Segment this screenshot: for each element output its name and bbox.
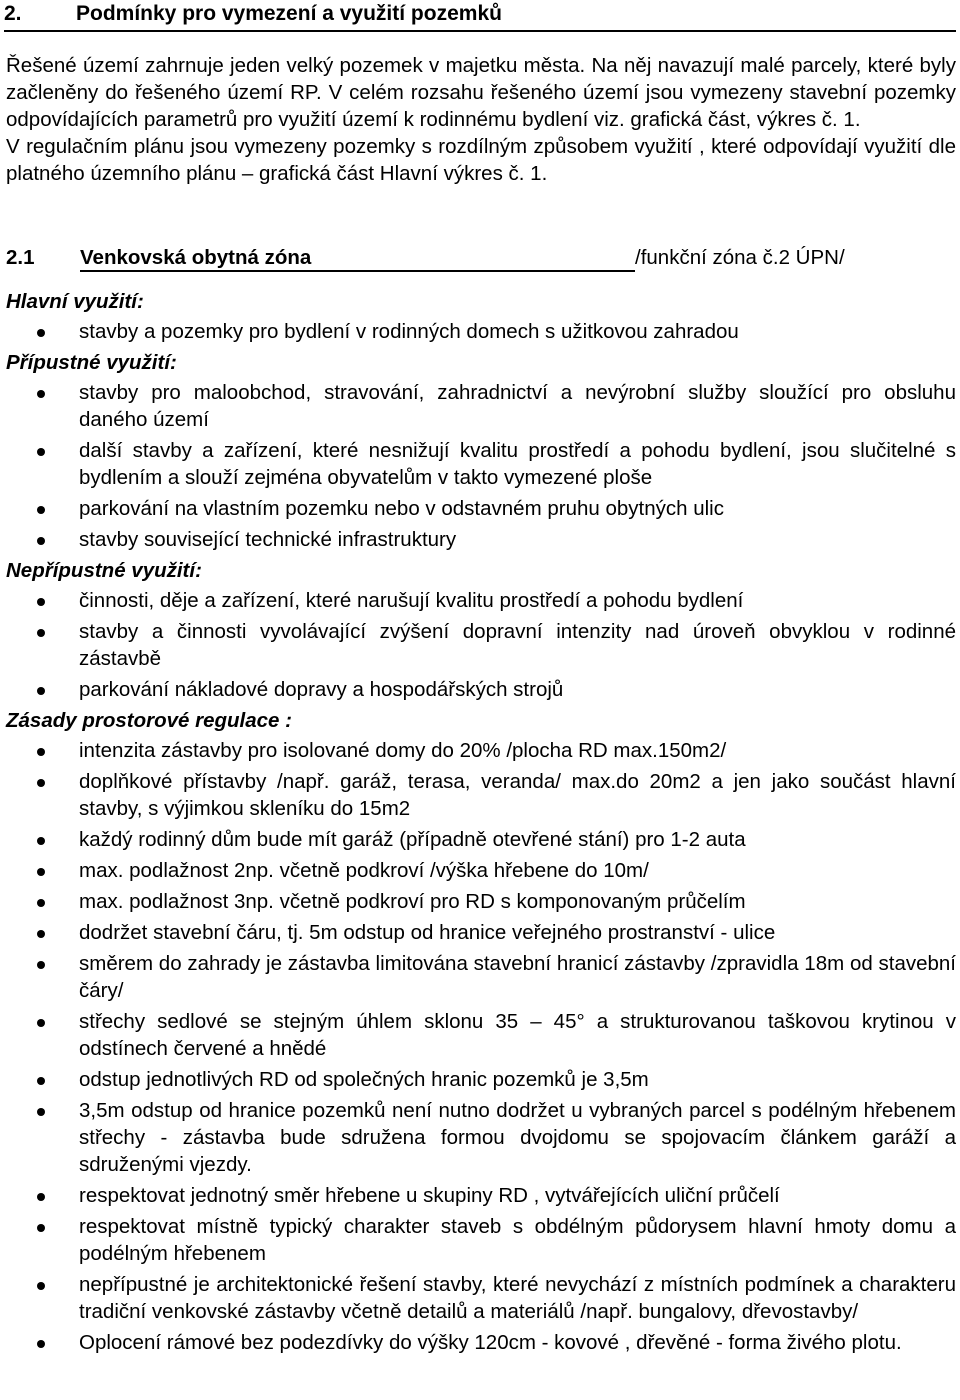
list-item: stavby a pozemky pro bydlení v rodinných domech s užitkovou zahradou [6,318,956,345]
regulation-content [6,288,956,1360]
list-item: další stavby a zařízení, které nesnižují kvalitu prostředí a pohodu bydlení, jsou slučitelné s bydlením a slouží zejména obyvatelům v takto vymezené ploše [6,437,956,491]
list-item: nepřípustné je architektonické řešení stavby, které nevychází z místních podmínek a charakteru tradiční venkovské zástavby včetně detailů a materiálů /např. bungalovy, dřevostavby/ [6,1271,956,1325]
list-item: dodržet stavební čáru, tj. 5m odstup od hranice veřejného prostranství - ulice [6,919,956,946]
list-item: parkování na vlastním pozemku nebo v odstavném pruhu obytných ulic [6,495,956,522]
list-item: odstup jednotlivých RD od společných hranic pozemků je 3,5m [6,1066,956,1093]
subsection-heading [6,244,845,272]
intro-paragraph: Řešené území zahrnuje jeden velký pozemek v majetku města. Na něj navazují malé parcely, které byly začleněny do řešeného území RP. V celém rozsahu řešeného území jsou vymezeny stavební pozemky odpovídajících parametrů pro využití území k rodinnému bydlení viz. grafická část, výkres č. 1. [6,54,956,131]
list-item: respektovat jednotný směr hřebene u skupiny RD , vytvářejících uliční průčelí [6,1182,956,1209]
subsection-zone: /funkční zóna č.2 ÚPN/ [635,246,845,269]
group-label: Přípustné využití: [6,351,177,374]
section-heading [4,0,956,32]
group-label: Hlavní využití: [6,290,144,313]
list-item: stavby související technické infrastruktury [6,526,956,553]
list-item: max. podlažnost 3np. včetně podkroví pro RD s komponovaným průčelím [6,888,956,915]
group-label: Nepřípustné využití: [6,559,202,582]
subsection-number: 2.1 [6,246,35,269]
list-item: činnosti, děje a zařízení, které narušují kvalitu prostředí a pohodu bydlení [6,587,956,614]
list-item: max. podlažnost 2np. včetně podkroví /výška hřebene do 10m/ [6,857,956,884]
section-number: 2. [4,2,22,25]
list-item: stavby pro maloobchod, stravování, zahradnictví a nevýrobní služby sloužící pro obsluhu daného území [6,379,956,433]
bullet-list [6,587,956,703]
list-item: Oplocení rámové bez podezdívky do výšky 120cm - kovové , dřevěné - forma živého plotu. [6,1329,956,1356]
bullet-list [6,318,956,345]
list-item: směrem do zahrady je zástavba limitována stavební hranicí zástavby /zpravidla 18m od stavební čáry/ [6,950,956,1004]
intro-text [6,52,956,187]
list-item: respektovat místně typický charakter staveb s obdélným půdorysem hlavní hmoty domu a podélným hřebenem [6,1213,956,1267]
list-item: intenzita zástavby pro isolované domy do 20% /plocha RD max.150m2/ [6,737,956,764]
list-item: parkování nákladové dopravy a hospodářských strojů [6,676,956,703]
list-item: stavby a činnosti vyvolávající zvýšení dopravní intenzity nad úroveň obvyklou v rodinné zástavbě [6,618,956,672]
intro-paragraph: V regulačním plánu jsou vymezeny pozemky s rozdílným způsobem využití , které odpovídají využití dle platného územního plánu – grafická část Hlavní výkres č. 1. [6,135,956,185]
bullet-list [6,737,956,1356]
section-title: Podmínky pro vymezení a využití pozemků [76,2,502,25]
list-item: 3,5m odstup od hranice pozemků není nutno dodržet u vybraných parcel s podélným hřebenem střechy - zástavba bude sdružena formou dvojdomu se spojovacím článkem garáží a sdruženými vjezdy. [6,1097,956,1178]
bullet-list [6,379,956,553]
list-item: střechy sedlové se stejným úhlem sklonu 35 – 45° a strukturovanou taškovou krytinou v odstínech červené a hnědé [6,1008,956,1062]
list-item: doplňkové přístavby /např. garáž, terasa, veranda/ max.do 20m2 a jen jako součást hlavní stavby, s výjimkou skleníku do 15m2 [6,768,956,822]
list-item: každý rodinný dům bude mít garáž (případně otevřené stání) pro 1-2 auta [6,826,956,853]
group-label: Zásady prostorové regulace : [6,709,292,732]
subsection-title: Venkovská obytná zóna [80,246,635,272]
